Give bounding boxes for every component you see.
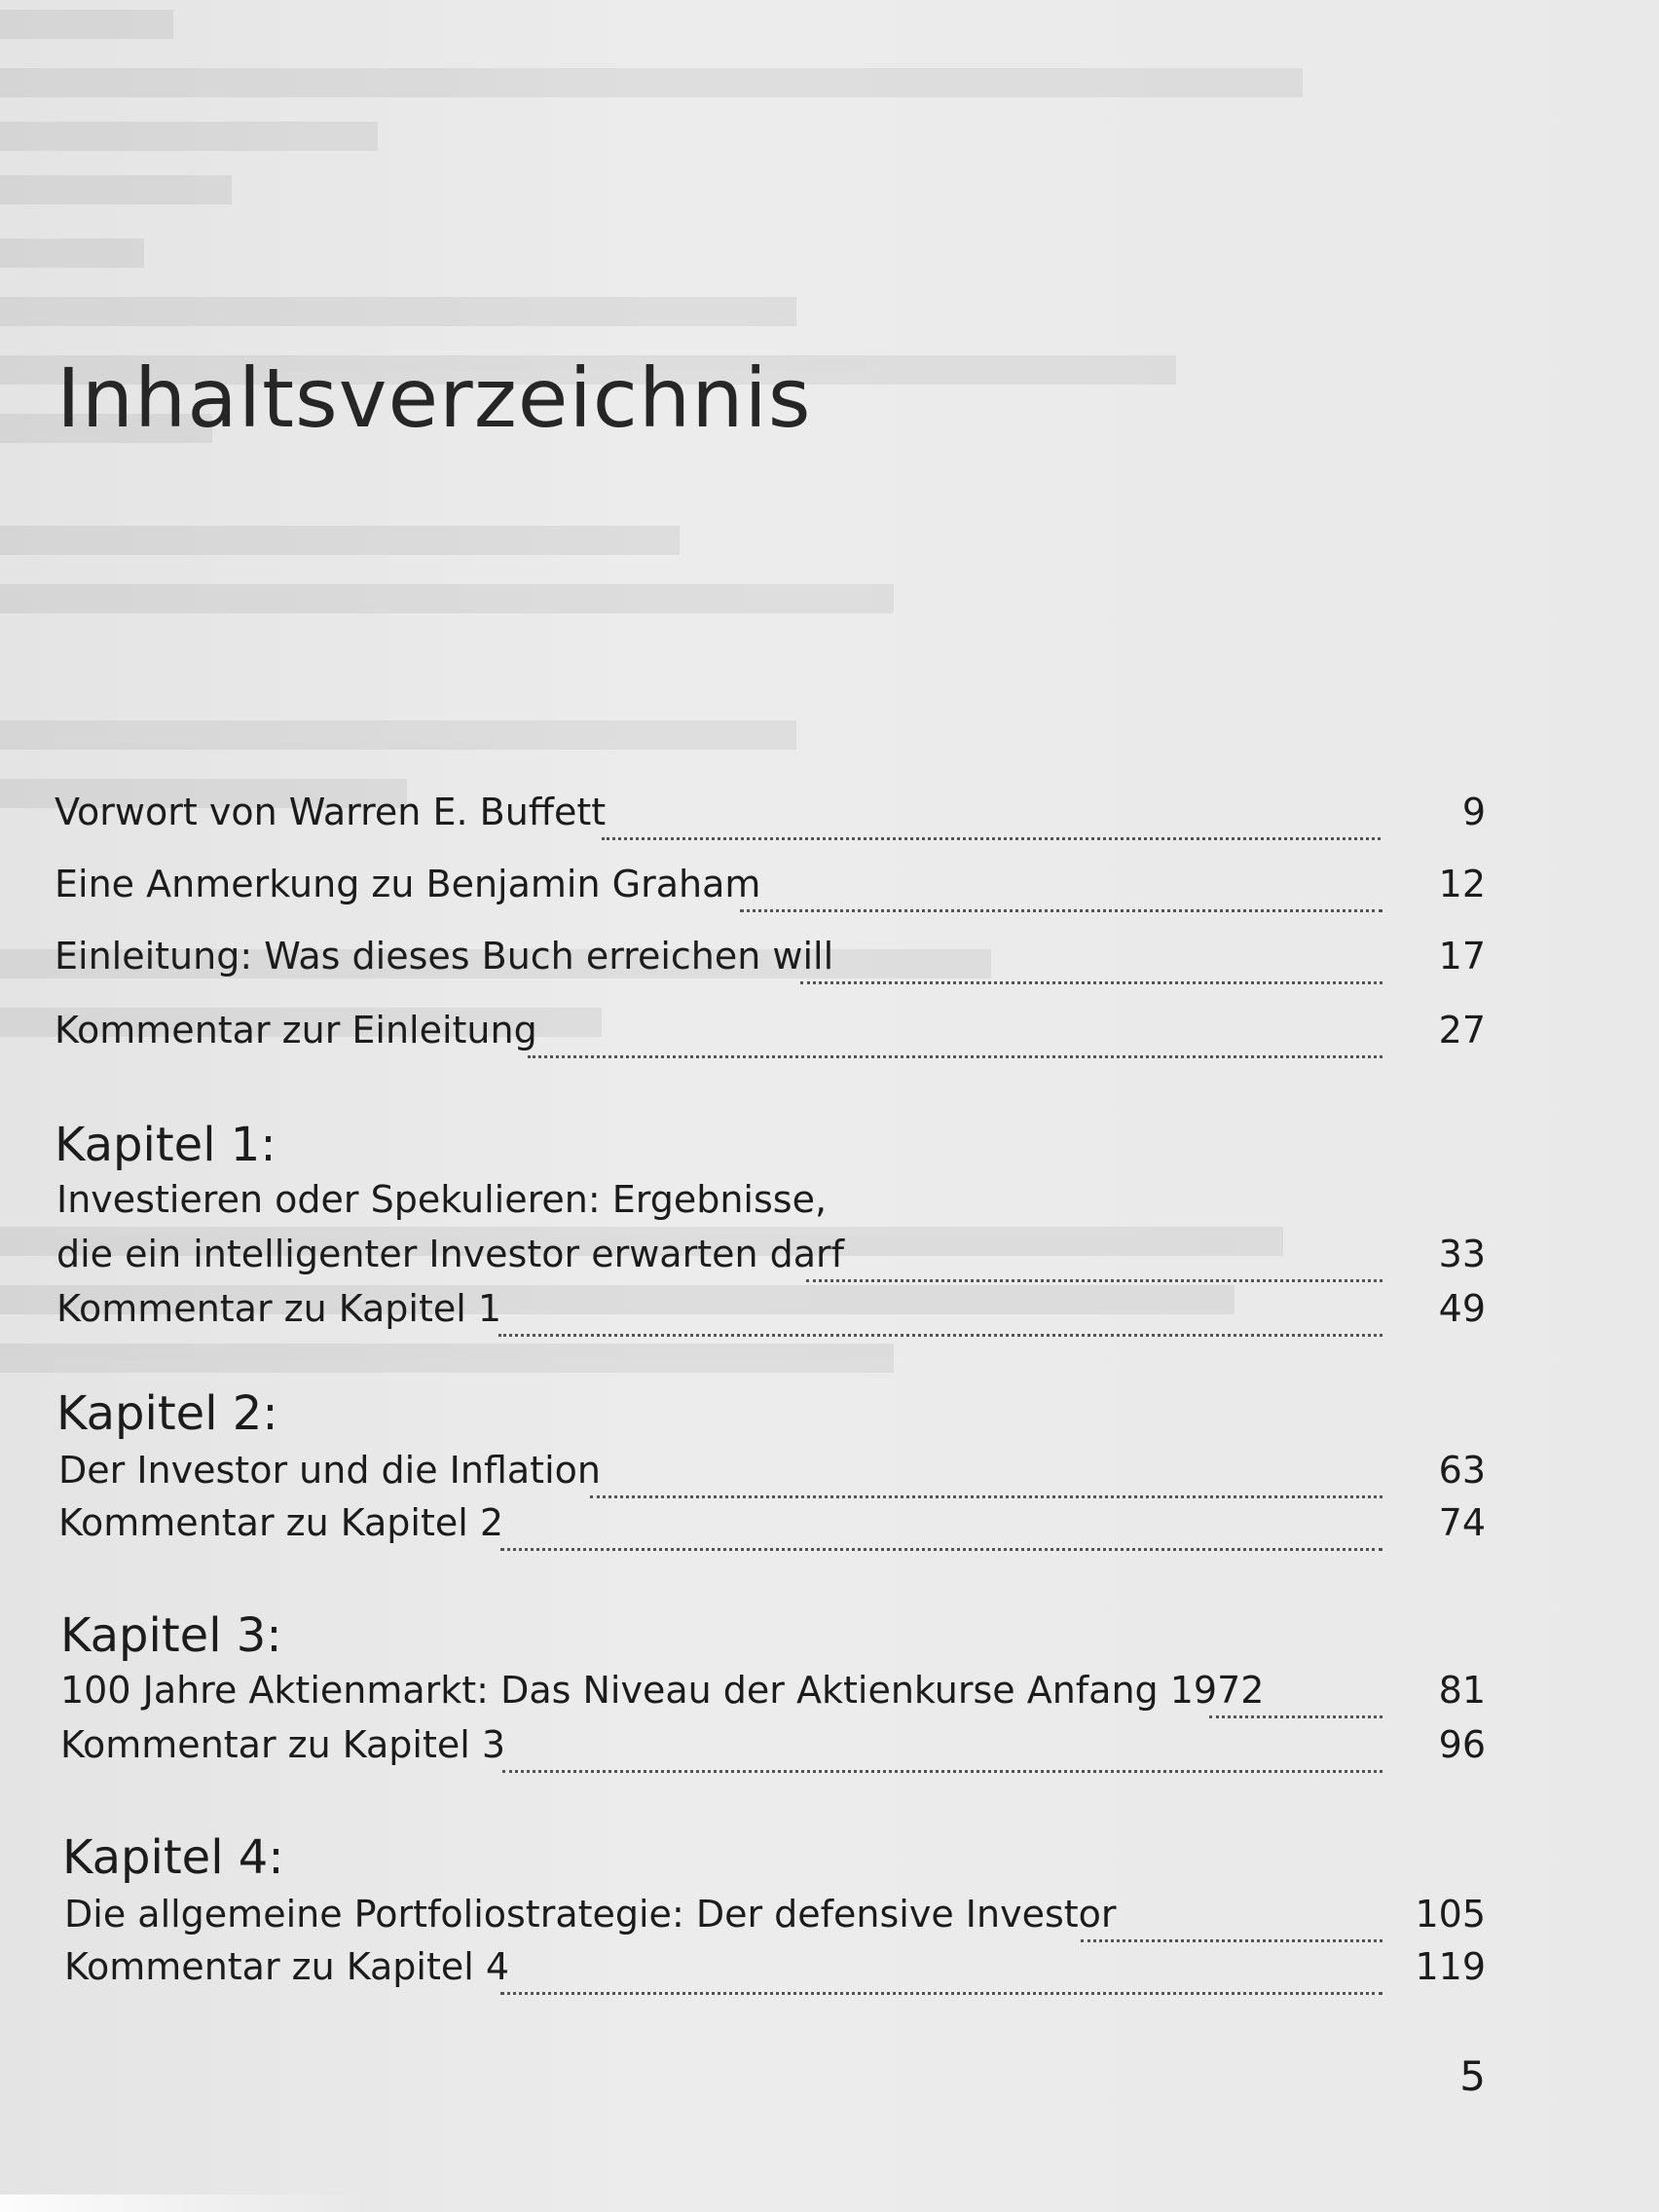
- toc-entry-label: 100 Jahre Aktienmarkt: Das Niveau der Aktienkurse Anfang 1972: [60, 1669, 1265, 1712]
- page-title: Inhaltsverzeichnis: [56, 350, 812, 446]
- toc-entry: [0, 1669, 1659, 1727]
- toc-page-number: 63: [1438, 1449, 1486, 1492]
- dot-leader: [502, 1737, 1382, 1773]
- toc-entry: [0, 1449, 1659, 1507]
- chapter-heading: Kapitel 3:: [60, 1608, 282, 1663]
- toc-entry-label-line1: Investieren oder Spekulieren: Ergebnisse,: [56, 1178, 828, 1221]
- toc-entry: [0, 1287, 1659, 1346]
- toc-entry-label: Eine Anmerkung zu Benjamin Graham: [55, 863, 761, 905]
- toc-page-number: 33: [1438, 1233, 1486, 1275]
- toc-entry: [0, 1501, 1659, 1560]
- toc-page-number: 81: [1438, 1669, 1486, 1712]
- toc-page-number: 119: [1415, 1945, 1486, 1988]
- toc-entry-label: Kommentar zu Kapitel 3: [60, 1723, 506, 1766]
- toc-entry: [0, 863, 1659, 921]
- dot-leader: [1081, 1906, 1382, 1942]
- dot-leader: [498, 1301, 1382, 1337]
- dot-leader: [500, 1515, 1382, 1551]
- dot-leader: [800, 948, 1382, 984]
- toc-entry-label: die ein intelligenter Investor erwarten darf: [56, 1233, 845, 1275]
- chapter-heading: Kapitel 1:: [55, 1118, 276, 1172]
- toc-entry: [0, 1009, 1659, 1067]
- toc-entry-label: Der Investor und die Inflation: [58, 1449, 601, 1492]
- chapter-heading: Kapitel 2:: [56, 1386, 278, 1441]
- toc-entry-label: Einleitung: Was dieses Buch erreichen will: [55, 935, 834, 977]
- toc-page-number: 12: [1438, 863, 1486, 905]
- toc-entry-label: Kommentar zu Kapitel 2: [58, 1501, 504, 1544]
- toc-page-number: 49: [1438, 1287, 1486, 1330]
- toc-entry-label: Kommentar zu Kapitel 4: [64, 1945, 510, 1988]
- toc-entry-label: Vorwort von Warren E. Buffett: [55, 791, 607, 833]
- toc-entry: [0, 1893, 1659, 1951]
- dot-leader: [602, 804, 1381, 840]
- toc-entry: [0, 935, 1659, 993]
- page-number: 5: [1459, 2052, 1486, 2100]
- chapter-heading: Kapitel 4:: [62, 1830, 284, 1885]
- toc-page-number: 9: [1461, 791, 1486, 833]
- dot-leader: [500, 1959, 1382, 1995]
- toc-page-number: 105: [1415, 1893, 1486, 1936]
- toc-entry: [0, 791, 1659, 849]
- toc-page-number: 74: [1438, 1501, 1486, 1544]
- dot-leader: [1209, 1682, 1382, 1718]
- bottom-edge-glare: [0, 2194, 370, 2212]
- toc-entry: [0, 1723, 1659, 1782]
- toc-entry: [0, 1945, 1659, 2004]
- toc-entry-label: Kommentar zur Einleitung: [55, 1009, 537, 1051]
- toc-page-number: 27: [1438, 1009, 1486, 1051]
- toc-entry-label: Die allgemeine Portfoliostrategie: Der defensive Investor: [64, 1893, 1117, 1936]
- toc-entry: [0, 1178, 1659, 1295]
- toc-entry-label: Kommentar zu Kapitel 1: [56, 1287, 502, 1330]
- dot-leader: [590, 1462, 1382, 1498]
- dot-leader: [740, 876, 1382, 912]
- toc-page-number: 96: [1438, 1723, 1486, 1766]
- toc-page-number: 17: [1438, 935, 1486, 977]
- dot-leader: [528, 1022, 1382, 1058]
- dot-leader: [806, 1246, 1382, 1282]
